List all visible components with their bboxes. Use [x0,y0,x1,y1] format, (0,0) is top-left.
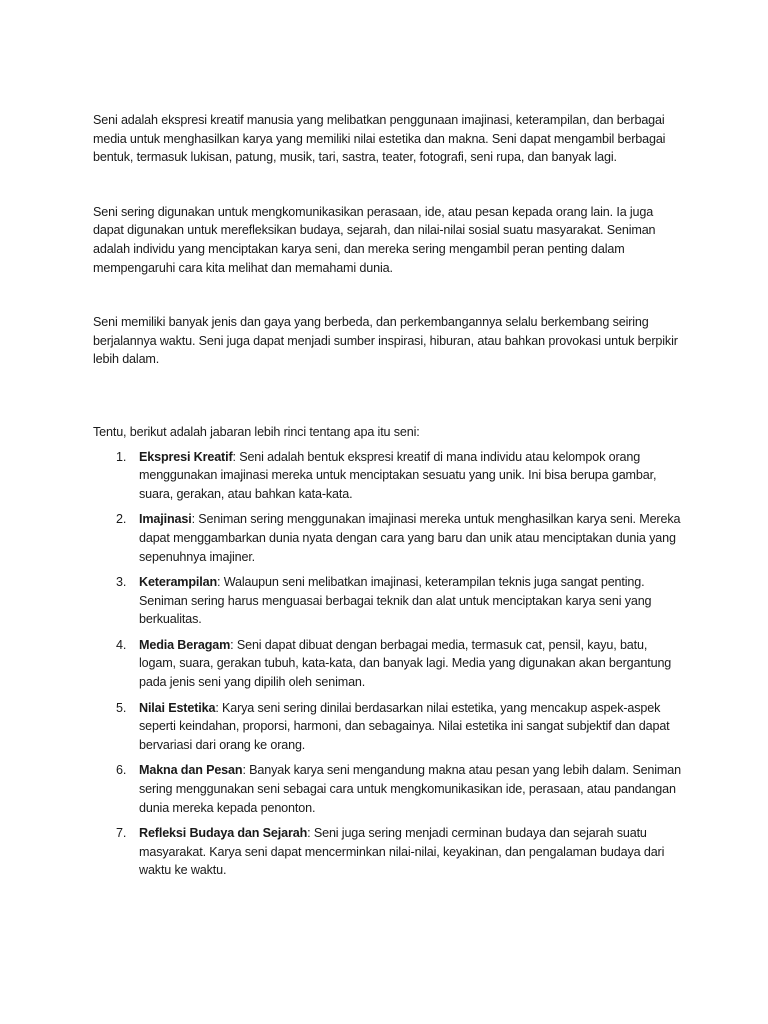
paragraph-3: Seni memiliki banyak jenis dan gaya yang berbeda, dan perkembangannya selalu berkembang seiring berjalannya waktu. Seni juga dapat menjadi sumber inspirasi, hiburan, atau bahkan provokasi untuk berpikir lebih dalam. [93,315,678,367]
list-item [93,510,683,566]
list-term: Nilai Estetika [139,700,216,715]
list-text: : Seni dapat dibuat dengan berbagai media, termasuk cat, pensil, kayu, batu, logam, suara, gerakan tubuh, kata-kata, dan banyak lagi. Media yang digunakan akan bergantung pada jenis seni yang dipilih oleh seniman. [139,637,672,690]
list-number: 2. [116,512,127,527]
list-number: 4. [116,637,127,652]
list-text: : Seniman sering menggunakan imajinasi mereka untuk menghasilkan karya seni. Mereka dapat menggambarkan dunia nyata dengan cara yang baru dan unik atau menciptakan dunia yang sepenuhnya imajiner. [139,512,681,564]
list-term: Media Beragam [139,637,231,652]
list-number: 1. [116,449,127,464]
list-text: : Walaupun seni melibatkan imajinasi, keterampilan teknis juga sangat penting. Seniman sering harus menguasai berbagai teknik dan alat untuk menciptakan karya seni yang berkualitas. [139,575,652,627]
list-intro: Tentu, berikut adalah jabaran lebih rinci tentang apa itu seni: [93,424,420,439]
list-text: : Karya seni sering dinilai berdasarkan nilai estetika, yang mencakup aspek-aspek seperti keindahan, proporsi, harmoni, dan sebagainya. Nilai estetika ini sangat subjektif dan dapat bervariasi dari orang ke orang. [139,700,670,752]
paragraph-2: Seni sering digunakan untuk mengkomunikasikan perasaan, ide, atau pesan kepada orang lain. Ia juga dapat digunakan untuk merefleksikan budaya, sejarah, dan nilai-nilai sosial suatu masyarakat. Seniman adalah individu yang menciptakan karya seni, dan mereka sering mengambil peran penting dalam mempengaruhi cara kita melihat dan memahami dunia. [93,204,656,275]
list-number: 5. [116,700,127,715]
list-term: Refleksi Budaya dan Sejarah [139,826,308,841]
list-term: Keterampilan [139,575,217,590]
list-item [93,761,683,817]
document-page [93,111,683,887]
list-text: : Banyak karya seni mengandung makna atau pesan yang lebih dalam. Seniman sering menggunakan seni sebagai cara untuk mengkomunikasikan ide, perasaan, atau pandangan dunia mereka kepada penonton. [139,763,681,815]
numbered-list [93,448,683,880]
list-text: : Seni juga sering menjadi cerminan budaya dan sejarah suatu masyarakat. Karya seni dapat mencerminkan nilai-nilai, keyakinan, dan pengalaman budaya dari waktu ke waktu. [139,826,665,878]
list-item [93,448,683,504]
list-term: Imajinasi [139,512,192,527]
list-number: 7. [116,826,127,841]
list-item [93,573,683,629]
list-term: Makna dan Pesan [139,763,243,778]
list-number: 6. [116,763,127,778]
list-item [93,699,683,755]
list-text: : Seni adalah bentuk ekspresi kreatif di mana individu atau kelompok orang menggunakan imajinasi mereka untuk menciptakan sesuatu yang unik. Ini bisa berupa gambar, suara, gerakan, atau bahkan kata-kata. [139,449,657,501]
paragraph-1: Seni adalah ekspresi kreatif manusia yang melibatkan penggunaan imajinasi, keterampilan, dan berbagai media untuk menghasilkan karya yang memiliki nilai estetika dan makna. Seni dapat mengambil berbagai bentuk, termasuk lukisan, patung, musik, tari, sastra, teater, fotografi, seni rupa, dan banyak lagi. [93,113,666,165]
list-number: 3. [116,575,127,590]
list-item [93,636,683,692]
list-item [93,824,683,880]
list-term: Ekspresi Kreatif [139,449,233,464]
